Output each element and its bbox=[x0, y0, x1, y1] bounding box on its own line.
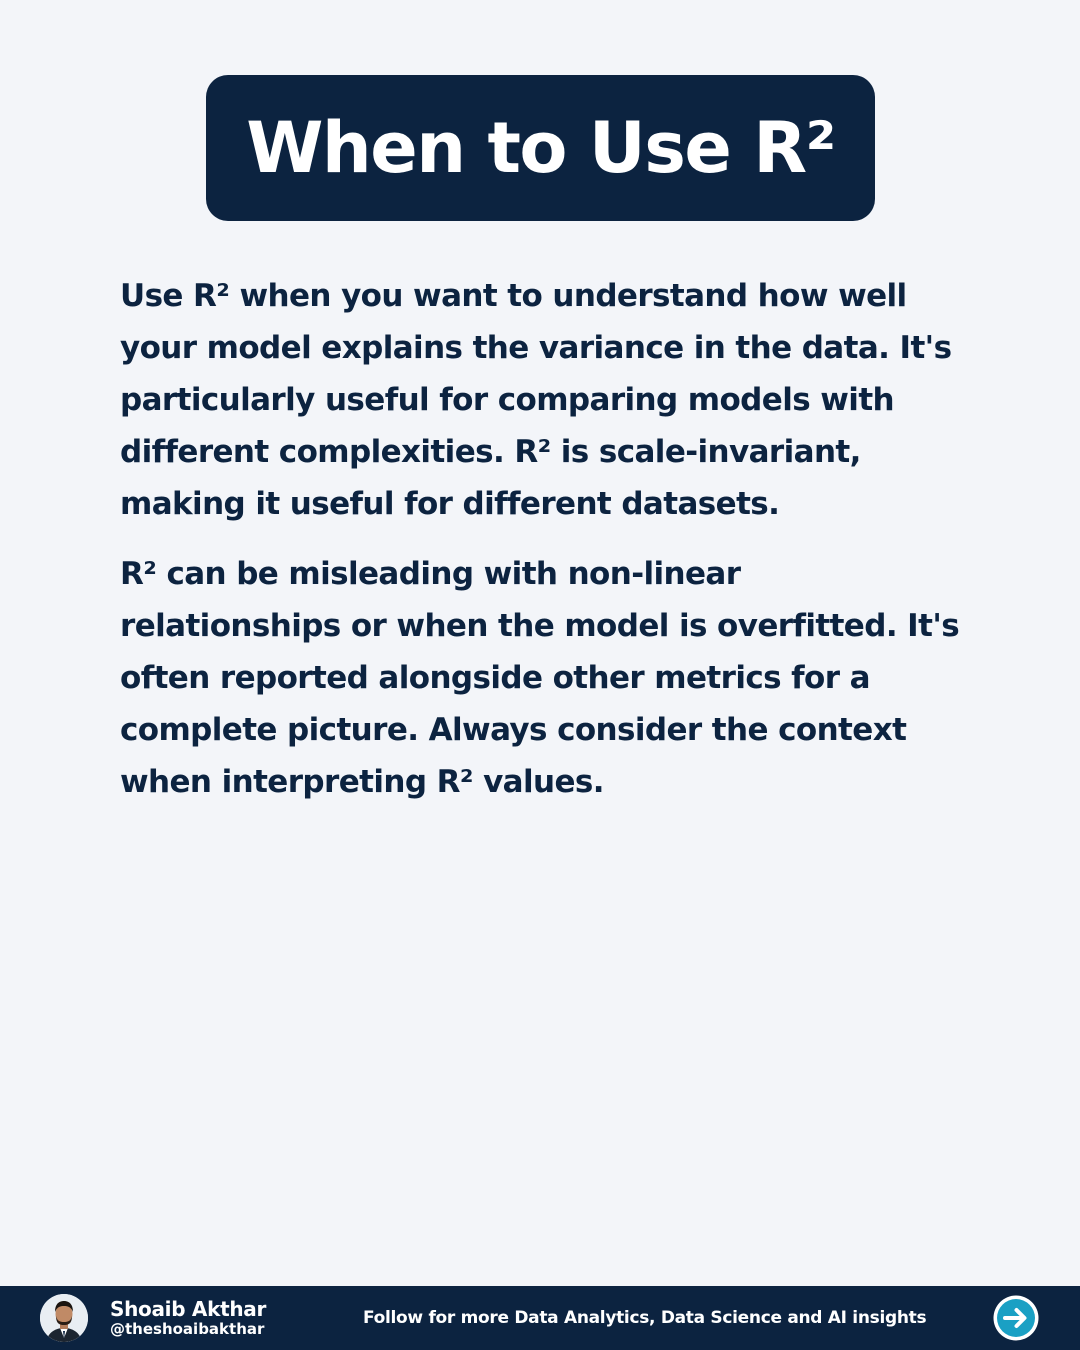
author-name: Shoaib Akthar bbox=[110, 1297, 267, 1321]
paragraph-caveats: R² can be misleading with non-linear relationships or when the model is overfitted. It's often reported alongside other metrics for a complete picture. Always consider the context when interpreting R² values. bbox=[120, 556, 960, 800]
content-body bbox=[120, 270, 970, 826]
footer-bar bbox=[0, 1286, 1080, 1350]
page-title: When to Use R² bbox=[246, 107, 835, 189]
author-block bbox=[110, 1298, 266, 1338]
title-banner bbox=[206, 75, 875, 221]
paragraph-when-to-use: Use R² when you want to understand how well your model explains the variance in the data. It's particularly useful for comparing models with different complexities. R² is scale-invariant, making it useful for different datasets. bbox=[120, 278, 952, 522]
next-slide-button[interactable] bbox=[992, 1294, 1040, 1342]
avatar bbox=[40, 1294, 88, 1342]
author-handle: @theshoaibakthar bbox=[110, 1320, 265, 1338]
arrow-right-circle-icon bbox=[992, 1294, 1040, 1342]
profile-photo-icon bbox=[40, 1294, 88, 1342]
follow-cta-text: Follow for more Data Analytics, Data Science and AI insights bbox=[363, 1308, 927, 1328]
